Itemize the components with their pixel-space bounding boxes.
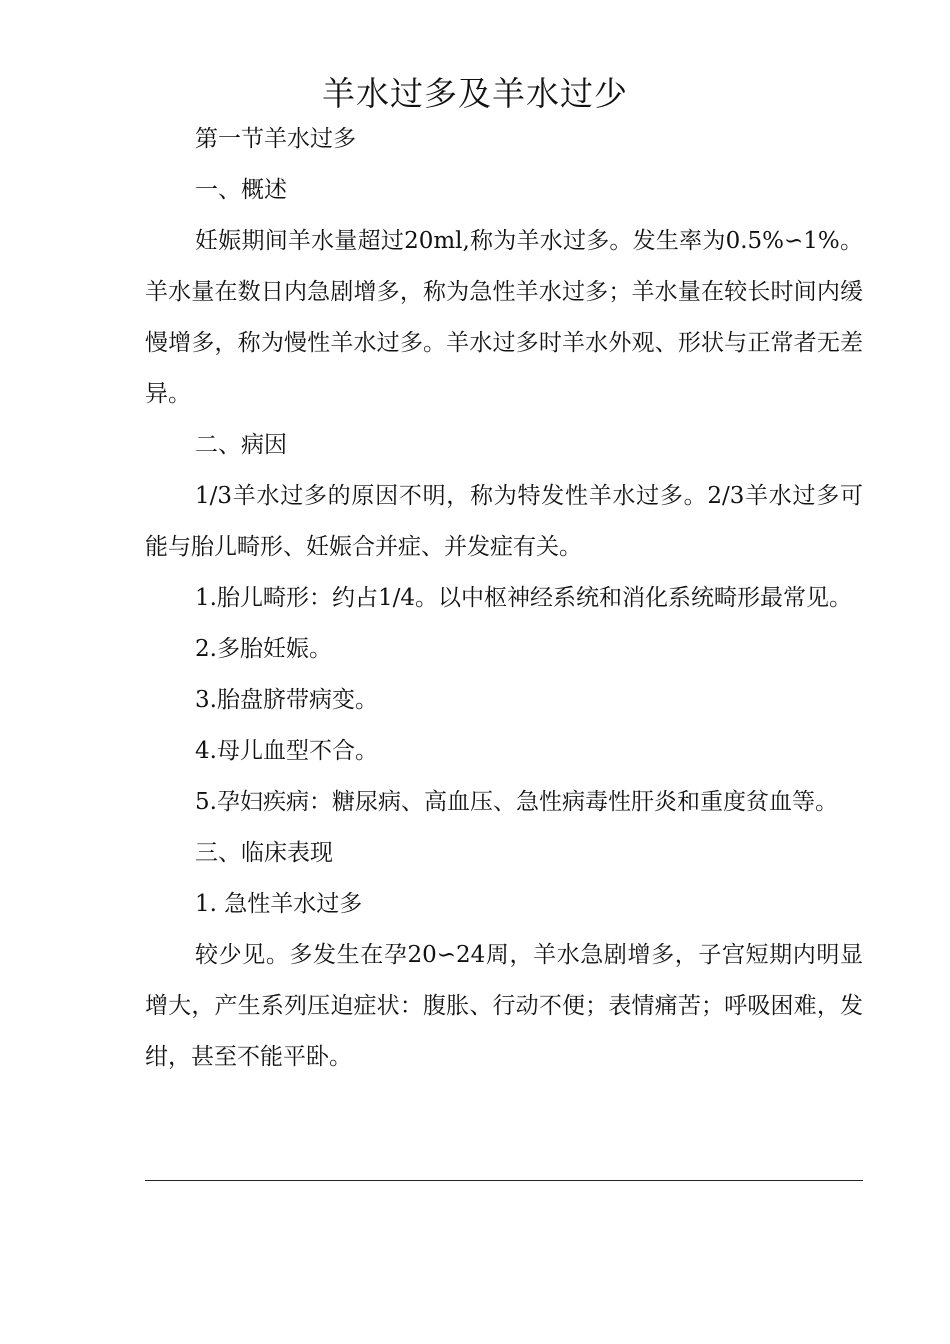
subsection-heading: 二、病因 [195,432,287,458]
subsection-heading: 三、临床表现 [195,840,333,866]
subsection-heading: 一、概述 [195,177,287,203]
list-item: 5.孕妇疾病：糖尿病、高血压、急性病毒性肝炎和重度贫血等。 [195,789,838,815]
section-heading: 第一节羊水过多 [195,126,356,152]
body-paragraph: 1/3羊水过多的原因不明，称为特发性羊水过多。2/3羊水过多可能与胎儿畸形、妊娠合并症、并发症有关。 [145,483,863,560]
document-body [145,114,863,1083]
footer-divider [145,1180,863,1181]
body-paragraph: 较少见。多发生在孕20∽24周，羊水急剧增多，子宫短期内明显增大，产生系列压迫症状：腹胀、行动不便；表情痛苦；呼吸困难，发绀，甚至不能平卧。 [145,942,863,1070]
list-item: 4.母儿血型不合。 [195,738,378,764]
list-item: 1.胎儿畸形：约占1/4。以中枢神经系统和消化系统畸形最常见。 [195,585,852,611]
document-title: 羊水过多及羊水过少 [322,74,628,113]
list-item: 3.胎盘脐带病变。 [195,687,378,713]
body-paragraph: 妊娠期间羊水量超过20ml,称为羊水过多。发生率为0.5%∽1%。羊水量在数日内急剧增多，称为急性羊水过多；羊水量在较长时间内缓慢增多，称为慢性羊水过多。羊水过多时羊水外观、形状与正常者无差异。 [145,228,863,407]
list-item: 2.多胎妊娠。 [195,636,332,662]
list-item: 1. 急性羊水过多 [195,891,363,917]
